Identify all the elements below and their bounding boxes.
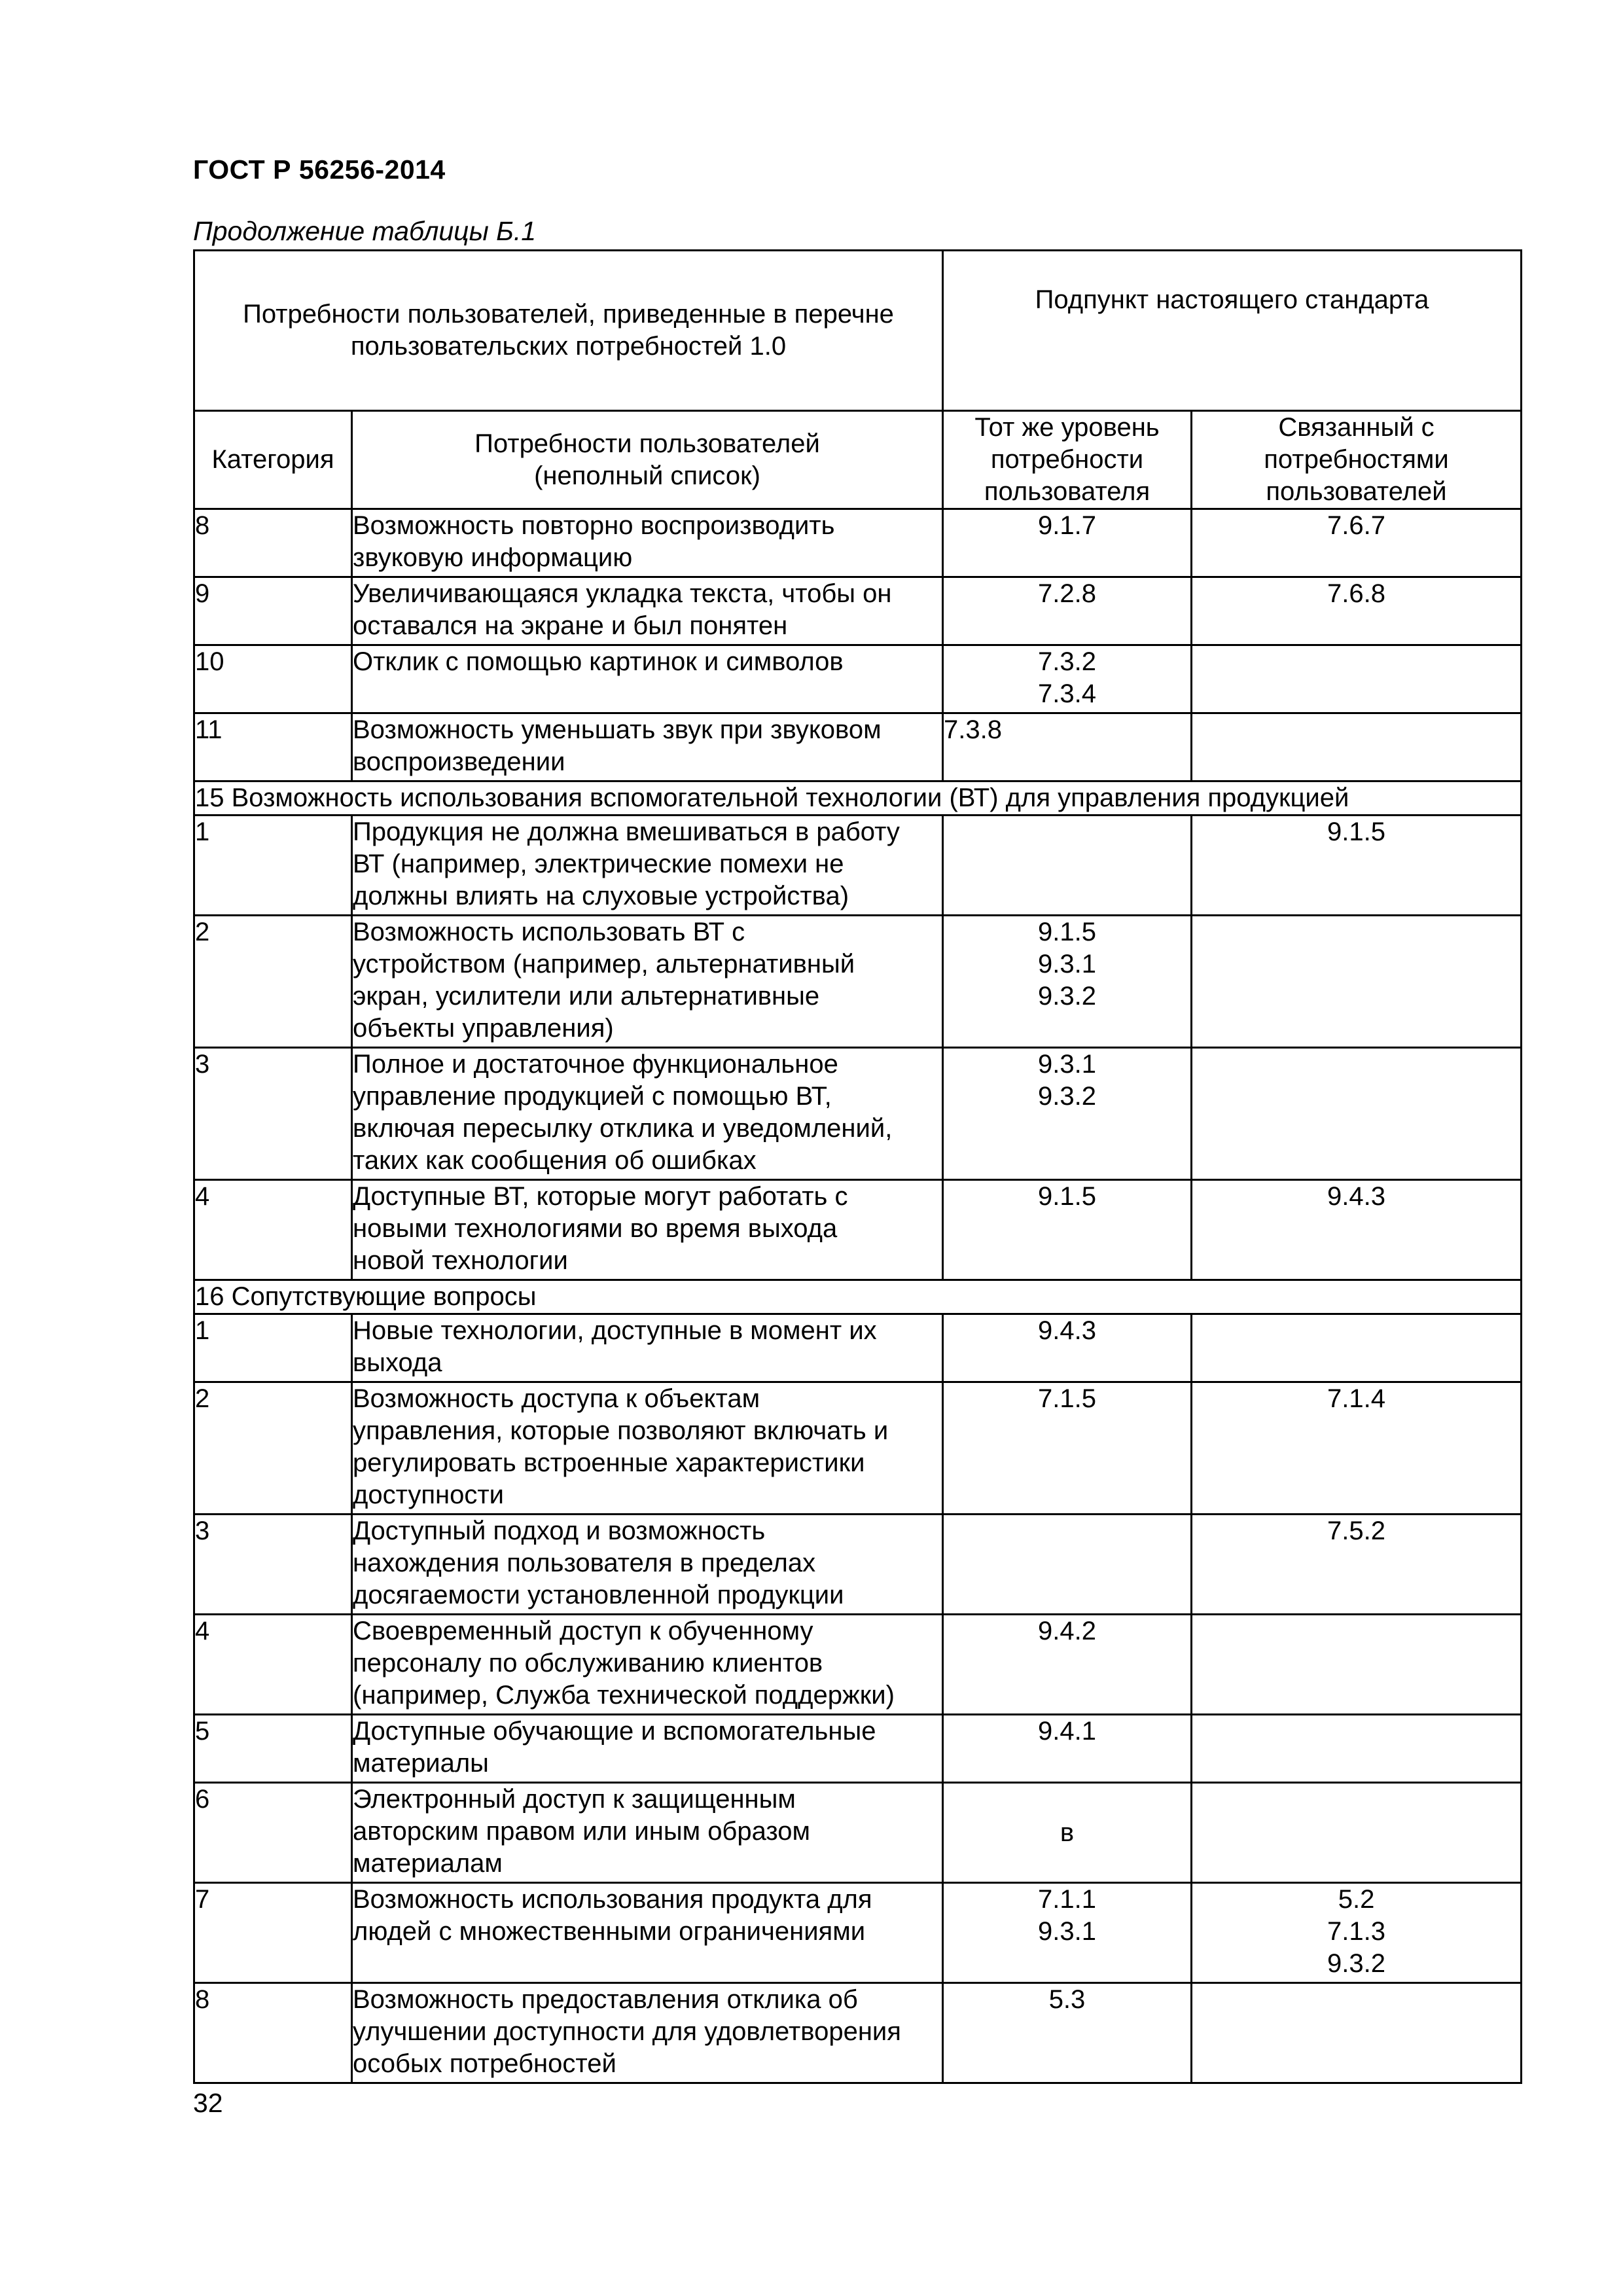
need-cell: Доступные обучающие и вспомогательные материалы — [352, 1715, 943, 1783]
table-row — [194, 713, 1522, 781]
category-cell: 3 — [194, 1515, 352, 1615]
need-cell: Доступные ВТ, которые могут работать с новыми технологиями во время выхода новой технологии — [352, 1180, 943, 1280]
category-cell: 4 — [194, 1180, 352, 1280]
category-cell: 5 — [194, 1715, 352, 1783]
category-cell: 2 — [194, 1382, 352, 1515]
table-caption: Продолжение таблицы Б.1 — [193, 216, 537, 246]
category-cell: 1 — [194, 1314, 352, 1382]
same-level-cell: 9.4.3 — [943, 1314, 1192, 1382]
need-cell: Электронный доступ к защищенным авторским правом или иным образом материалам — [352, 1783, 943, 1883]
related-cell — [1192, 916, 1522, 1048]
rows-group-16 — [194, 1314, 1522, 2083]
category-cell: 1 — [194, 816, 352, 916]
need-cell: Возможность уменьшать звук при звуковом воспроизведении — [352, 713, 943, 781]
section-15 — [194, 781, 1522, 816]
table-row — [194, 1180, 1522, 1280]
section-title: 16 Сопутствующие вопросы — [194, 1280, 1522, 1314]
related-cell — [1192, 1715, 1522, 1783]
table-row — [194, 1048, 1522, 1180]
need-cell: Полное и достаточное функциональное управление продукцией с помощью ВТ, включая пересылку отклика и уведомлений, таких как сообщения об ошибках — [352, 1048, 943, 1180]
category-cell: 6 — [194, 1783, 352, 1883]
table-row — [194, 645, 1522, 713]
header-row-sub — [194, 411, 1522, 509]
related-cell: 9.1.5 — [1192, 816, 1522, 916]
table-row — [194, 916, 1522, 1048]
header-needs-list: Потребности пользователей (неполный список) — [352, 411, 943, 509]
related-cell — [1192, 1983, 1522, 2083]
header-related: Связанный с потребностями пользователей — [1192, 411, 1522, 509]
section-row — [194, 1280, 1522, 1314]
table-row — [194, 816, 1522, 916]
related-cell: 7.6.8 — [1192, 577, 1522, 645]
section-title: 15 Возможность использования вспомогательной технологии (ВТ) для управления продукцией — [194, 781, 1522, 816]
related-cell — [1192, 1783, 1522, 1883]
same-level-cell: 7.2.8 — [943, 577, 1192, 645]
related-cell — [1192, 1615, 1522, 1715]
category-cell: 7 — [194, 1883, 352, 1983]
header-same-level: Тот же уровень потребности пользователя — [943, 411, 1192, 509]
table-row — [194, 1983, 1522, 2083]
need-cell: Увеличивающаяся укладка текста, чтобы он оставался на экране и был понятен — [352, 577, 943, 645]
same-level-cell: 9.1.5 — [943, 1180, 1192, 1280]
need-cell: Продукция не должна вмешиваться в работу ВТ (например, электрические помехи не должны влиять на слуховые устройства) — [352, 816, 943, 916]
header-row-top — [194, 251, 1522, 411]
related-cell — [1192, 645, 1522, 713]
category-cell: 4 — [194, 1615, 352, 1715]
same-level-cell — [943, 1515, 1192, 1615]
table-row — [194, 577, 1522, 645]
need-cell: Доступный подход и возможность нахождения пользователя в пределах досягаемости установленной продукции — [352, 1515, 943, 1615]
related-cell — [1192, 1314, 1522, 1382]
same-level-cell: 9.1.5 9.3.1 9.3.2 — [943, 916, 1192, 1048]
document-code: ГОСТ Р 56256-2014 — [193, 154, 446, 185]
table-row — [194, 1883, 1522, 1983]
same-level-cell: 7.1.5 — [943, 1382, 1192, 1515]
same-level-cell: 9.4.1 — [943, 1715, 1192, 1783]
need-cell: Возможность повторно воспроизводить звуковую информацию — [352, 509, 943, 577]
category-cell: 10 — [194, 645, 352, 713]
related-cell: 9.4.3 — [1192, 1180, 1522, 1280]
category-cell: 11 — [194, 713, 352, 781]
category-cell: 3 — [194, 1048, 352, 1180]
table-row — [194, 1783, 1522, 1883]
requirements-table — [193, 249, 1522, 2084]
section-row — [194, 781, 1522, 816]
table-row — [194, 1715, 1522, 1783]
same-level-cell: 7.1.1 9.3.1 — [943, 1883, 1192, 1983]
rows-group-a — [194, 509, 1522, 781]
table-row — [194, 1615, 1522, 1715]
category-cell: 9 — [194, 577, 352, 645]
same-level-cell: в — [943, 1783, 1192, 1883]
related-cell: 5.2 7.1.3 9.3.2 — [1192, 1883, 1522, 1983]
table-row — [194, 1314, 1522, 1382]
table-row — [194, 1515, 1522, 1615]
header-needs-group: Потребности пользователей, приведенные в перечне пользовательских потребностей 1.0 — [194, 251, 943, 411]
rows-group-15 — [194, 816, 1522, 1280]
same-level-cell: 5.3 — [943, 1983, 1192, 2083]
header-subclause: Подпункт настоящего стандарта — [943, 251, 1522, 411]
category-cell: 2 — [194, 916, 352, 1048]
related-cell — [1192, 1048, 1522, 1180]
need-cell: Возможность использовать ВТ с устройством (например, альтернативный экран, усилители или альтернативные объекты управления) — [352, 916, 943, 1048]
need-cell: Возможность доступа к объектам управления, которые позволяют включать и регулировать встроенные характеристики доступности — [352, 1382, 943, 1515]
section-16 — [194, 1280, 1522, 1314]
need-cell: Своевременный доступ к обученному персоналу по обслуживанию клиентов (например, Служба технической поддержки) — [352, 1615, 943, 1715]
same-level-cell: 7.3.8 — [943, 713, 1192, 781]
related-cell: 7.6.7 — [1192, 509, 1522, 577]
category-cell: 8 — [194, 1983, 352, 2083]
category-cell: 8 — [194, 509, 352, 577]
need-cell: Новые технологии, доступные в момент их выхода — [352, 1314, 943, 1382]
same-level-cell: 7.3.2 7.3.4 — [943, 645, 1192, 713]
page-number: 32 — [193, 2088, 223, 2118]
same-level-cell — [943, 816, 1192, 916]
need-cell: Возможность использования продукта для людей с множественными ограничениями — [352, 1883, 943, 1983]
same-level-cell: 9.1.7 — [943, 509, 1192, 577]
header-category: Категория — [194, 411, 352, 509]
need-cell: Отклик с помощью картинок и символов — [352, 645, 943, 713]
same-level-cell: 9.3.1 9.3.2 — [943, 1048, 1192, 1180]
same-level-cell: 9.4.2 — [943, 1615, 1192, 1715]
need-cell: Возможность предоставления отклика об улучшении доступности для удовлетворения особых потребностей — [352, 1983, 943, 2083]
table-row — [194, 1382, 1522, 1515]
related-cell: 7.1.4 — [1192, 1382, 1522, 1515]
related-cell: 7.5.2 — [1192, 1515, 1522, 1615]
table-row — [194, 509, 1522, 577]
related-cell — [1192, 713, 1522, 781]
